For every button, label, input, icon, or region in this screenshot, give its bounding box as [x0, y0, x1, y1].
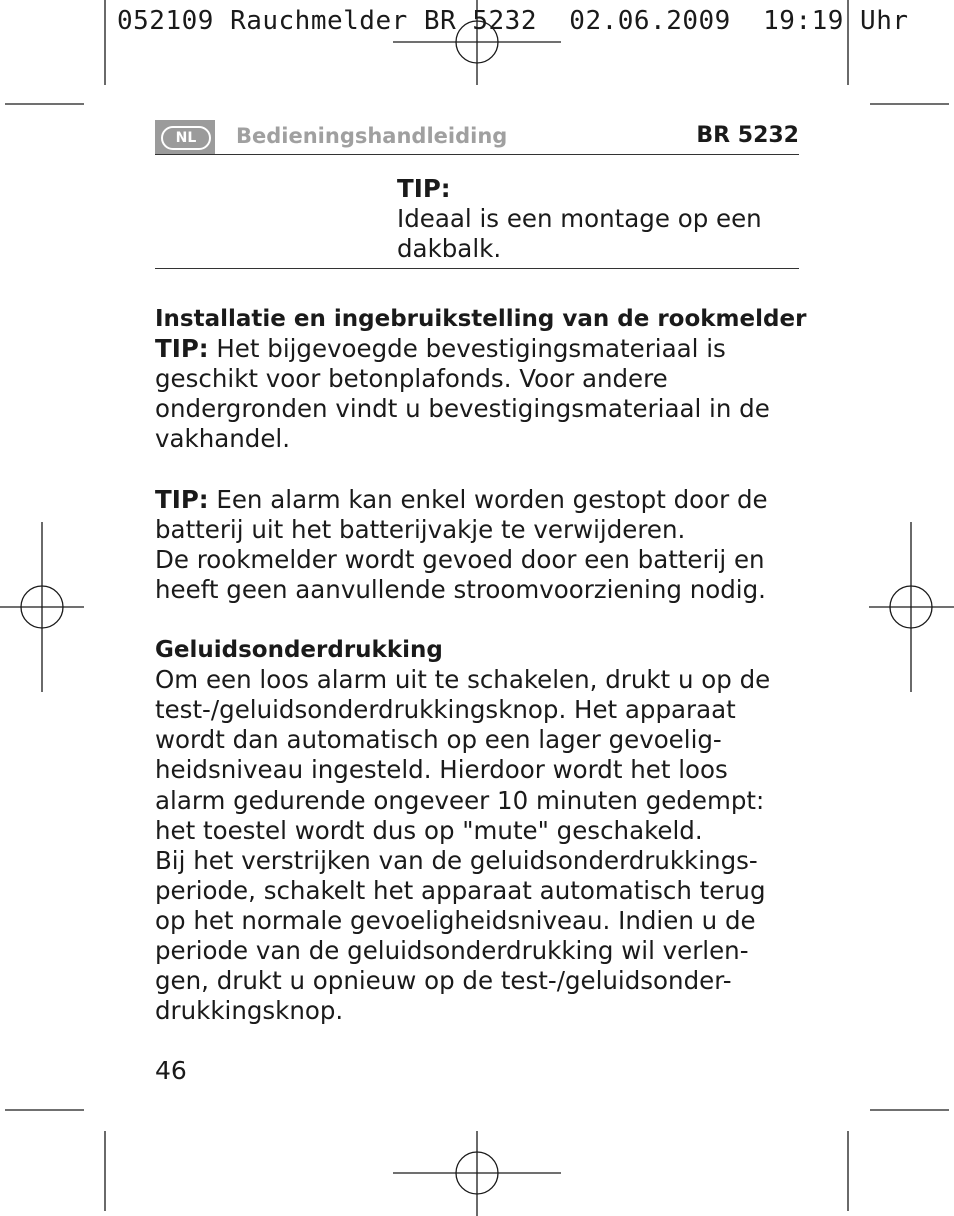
paragraph-line: heeft geen aanvullende stroomvoorziening nodig.	[155, 574, 766, 604]
registration-mark-left	[0, 522, 84, 692]
paragraph-line: Bij het verstrijken van de geluidsonderdrukkings-	[155, 845, 758, 875]
header-title: Bedieningshandleiding	[236, 124, 508, 148]
paragraph-line: geschikt voor betonplafonds. Voor andere	[155, 364, 668, 394]
registration-mark-right	[869, 522, 954, 692]
tip-label: TIP:	[155, 334, 209, 364]
paragraph-line: het toestel wordt dus op "mute" geschakeld.	[155, 815, 703, 845]
language-badge	[155, 120, 215, 154]
tip-label: TIP:	[155, 484, 209, 514]
section-heading-mute: Geluidsonderdrukking	[155, 637, 443, 664]
paragraph-line: wordt dan automatisch op een lager gevoelig-	[155, 725, 722, 755]
paragraph-line: alarm gedurende ongeveer 10 minuten gedempt:	[155, 785, 765, 815]
paragraph-line: drukkingsknop.	[155, 996, 344, 1026]
paragraph-line: batterij uit het batterijvakje te verwijderen.	[155, 514, 686, 544]
paragraph-gap	[155, 605, 815, 635]
tip-box-line: Ideaal is een montage op een	[397, 204, 762, 233]
tip-box-divider	[155, 268, 799, 269]
section-heading-installation: Installatie en ingebruikstelling van de rookmelder	[155, 306, 807, 332]
tip-paragraph-line	[155, 485, 815, 515]
paragraph-line: periode van de geluidsonderdrukking wil verlen-	[155, 935, 749, 965]
tip-box-label: TIP:	[397, 174, 451, 203]
registration-mark-top	[393, 0, 561, 85]
language-badge-label: NL	[161, 126, 211, 150]
paragraph-line: ondergronden vindt u bevestigingsmateriaal in de	[155, 394, 770, 424]
tip-text: Het bijgevoegde bevestigingsmateriaal is	[208, 334, 726, 364]
paragraph-line: gen, drukt u opnieuw op de test-/geluidsonder-	[155, 966, 732, 996]
tip-paragraph-line	[155, 334, 815, 364]
page-number: 46	[155, 1056, 187, 1085]
paragraph-line: De rookmelder wordt gevoed door een batterij en	[155, 544, 765, 574]
header-model: BR 5232	[696, 123, 799, 148]
tip-text: Een alarm kan enkel worden gestopt door de	[208, 484, 768, 514]
registration-mark-bottom	[393, 1131, 561, 1216]
tip-box	[397, 174, 797, 264]
paragraph-gap	[155, 454, 815, 484]
paragraph-line: test-/geluidsonderdrukkingsknop. Het apparaat	[155, 695, 736, 725]
main-content	[155, 304, 815, 1026]
paragraph-line: heidsniveau ingesteld. Hierdoor wordt het loos	[155, 755, 728, 785]
paragraph-line: vakhandel.	[155, 424, 290, 454]
page-header	[155, 118, 799, 155]
tip-box-line: dakbalk.	[397, 234, 502, 263]
paragraph-line: op het normale gevoeligheidsniveau. Indien u de	[155, 905, 756, 935]
paragraph-line: Om een loos alarm uit te schakelen, drukt u op de	[155, 665, 771, 695]
paragraph-line: periode, schakelt het apparaat automatisch terug	[155, 875, 766, 905]
print-slug: 052109 Rauchmelder BR 5232 02.06.2009 19:19 Uhr	[117, 6, 909, 36]
